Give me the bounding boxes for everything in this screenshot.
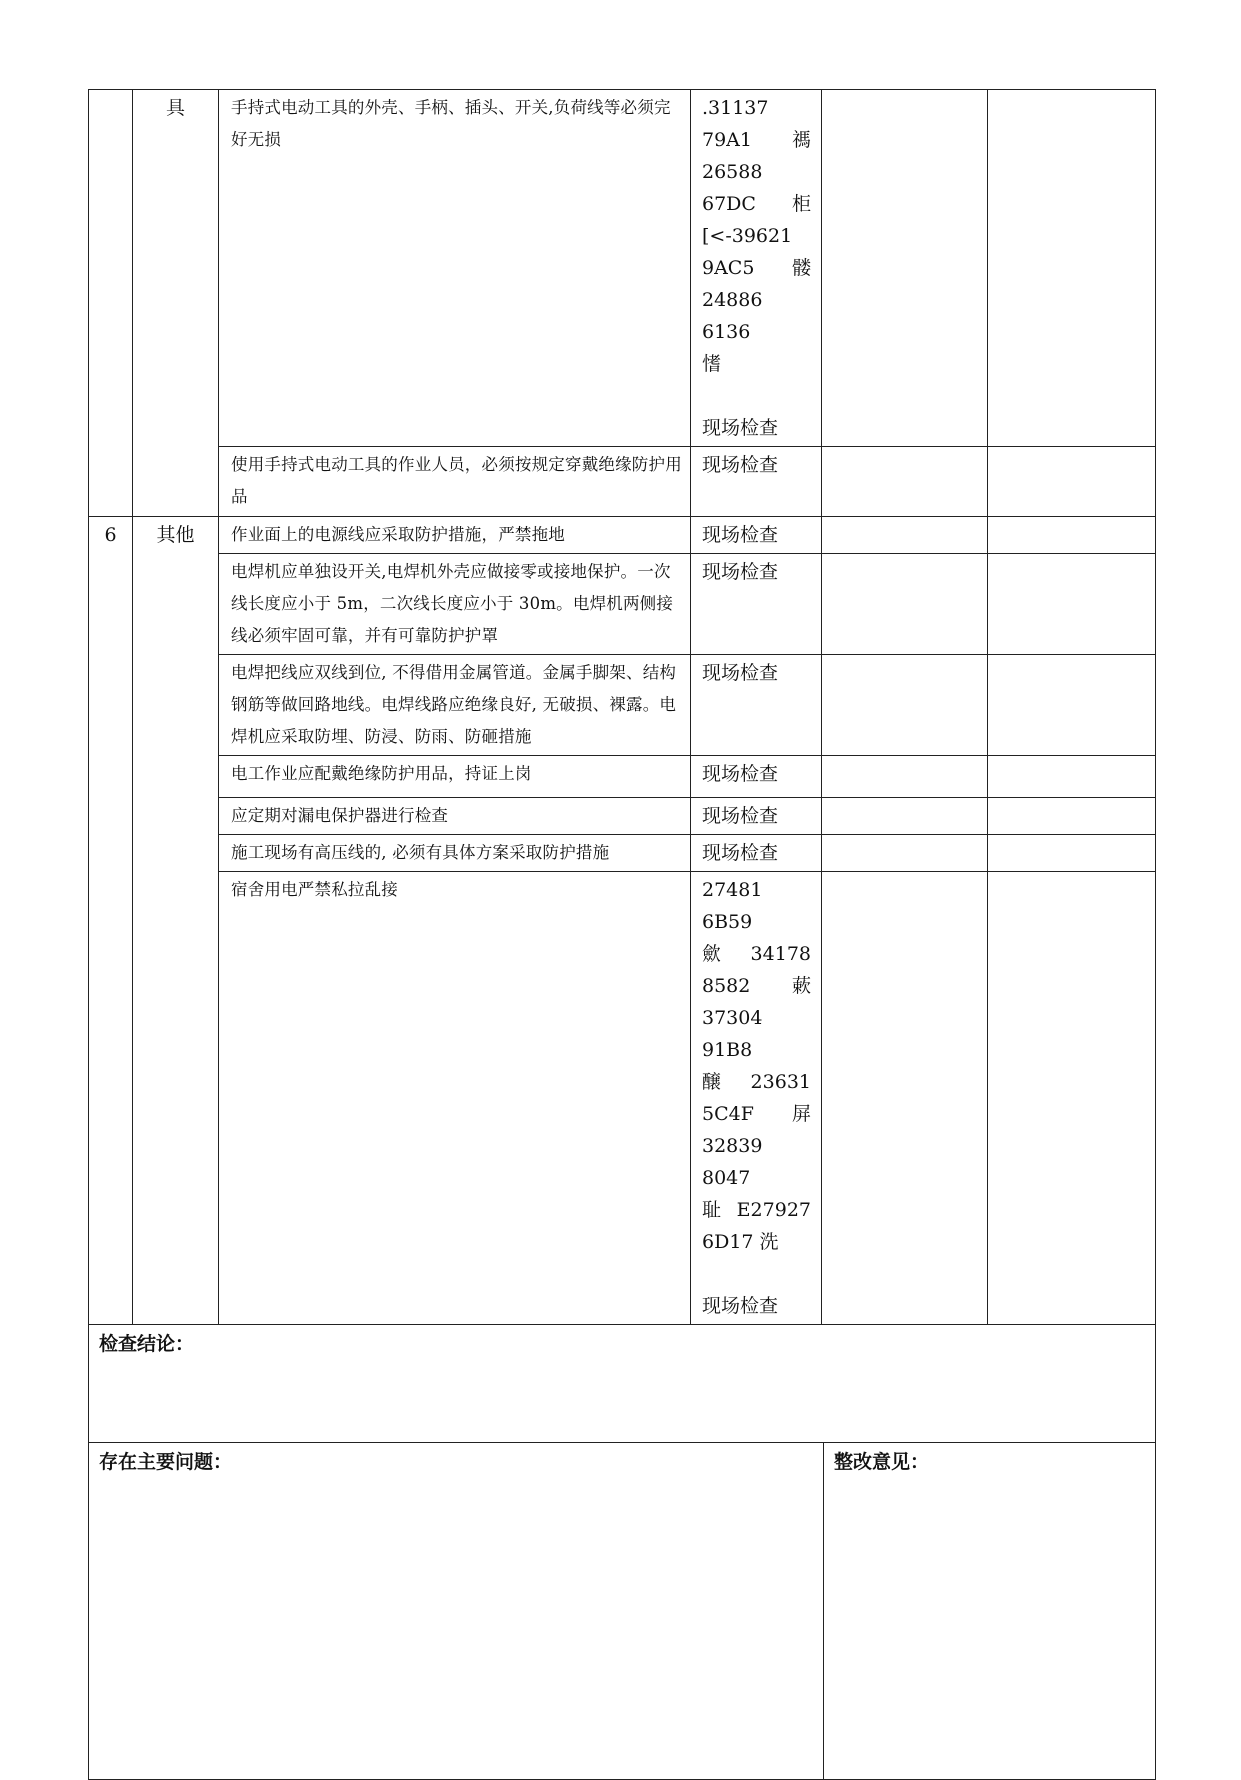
method-code: 耻 E27927 — [702, 1199, 811, 1221]
table-row — [89, 554, 1156, 655]
method-code: 37304 91B8 — [702, 1007, 763, 1061]
result-cell — [822, 517, 988, 554]
method-code: 24886 6136 — [702, 289, 763, 343]
method-label: 现场检查 — [702, 417, 779, 439]
table-row — [89, 655, 1156, 756]
requirement-text: 手持式电动工具的外壳、手柄、插头、开关,负荷线等必须完好无损 — [219, 90, 691, 447]
requirement-text: 电焊机应单独设开关,电焊机外壳应做接零或接地保护。一次线长度应小于 5m，二次线长度应小于 30m。电焊机两侧接线必须牢固可靠，并有可靠防护护罩 — [219, 554, 691, 655]
table-row — [89, 872, 1156, 1325]
method-code: 醸 23631 — [702, 1071, 811, 1093]
method-code: 愭 — [702, 353, 722, 375]
result-cell — [822, 554, 988, 655]
method-code: [<-39621 — [702, 225, 793, 247]
requirement-text: 应定期对漏电保护器进行检查 — [219, 798, 691, 835]
method-code: 27481 6B59 — [702, 879, 763, 933]
method-code-list — [702, 92, 811, 380]
inspection-method — [691, 872, 822, 1325]
result-cell — [822, 756, 988, 798]
inspection-method: 现场检查 — [691, 554, 822, 655]
rectification-cell[interactable] — [824, 1442, 1156, 1779]
inspection-method: 现场检查 — [691, 756, 822, 798]
table-row — [89, 798, 1156, 835]
table-row — [89, 835, 1156, 872]
item-category: 其他 — [133, 517, 219, 1325]
method-code: 26588 — [702, 161, 763, 183]
result-cell — [822, 90, 988, 447]
note-cell — [988, 798, 1156, 835]
requirement-text: 作业面上的电源线应采取防护措施，严禁拖地 — [219, 517, 691, 554]
result-cell — [822, 447, 988, 517]
inspection-sheet — [88, 89, 1155, 1780]
inspection-method: 现场检查 — [691, 798, 822, 835]
method-label: 现场检查 — [702, 1295, 779, 1317]
conclusion-cell[interactable] — [89, 1324, 1156, 1442]
note-cell — [988, 756, 1156, 798]
requirement-text: 使用手持式电动工具的作业人员，必须按规定穿戴绝缘防护用品 — [219, 447, 691, 517]
method-code-list — [702, 874, 811, 1258]
table-row — [89, 517, 1156, 554]
inspection-method: 现场检查 — [691, 447, 822, 517]
requirement-text: 电工作业应配戴绝缘防护用品，持证上岗 — [219, 756, 691, 798]
method-code: 79A1 禡 — [702, 129, 811, 151]
note-cell — [988, 554, 1156, 655]
method-code: 8582 蔌 — [702, 975, 811, 997]
rectification-label: 整改意见： — [834, 1450, 930, 1473]
method-code: 67DC 柜 — [702, 193, 811, 215]
inspection-method: 现场检查 — [691, 835, 822, 872]
result-cell — [822, 872, 988, 1325]
note-cell — [988, 655, 1156, 756]
method-code: 9AC5 髅 — [702, 257, 811, 279]
method-code: 5C4F 屏 — [702, 1103, 811, 1125]
note-cell — [988, 447, 1156, 517]
summary-table — [88, 1324, 1156, 1780]
requirement-text: 施工现场有高压线的, 必须有具体方案采取防护措施 — [219, 835, 691, 872]
spacer — [702, 380, 811, 412]
issues-row — [89, 1442, 1156, 1779]
note-cell — [988, 517, 1156, 554]
spacer — [702, 1258, 811, 1290]
item-category: 具 — [133, 90, 219, 517]
method-code: 歛 34178 — [702, 943, 811, 965]
row-number — [89, 90, 133, 517]
inspection-method: 现场检查 — [691, 655, 822, 756]
inspection-method: 现场检查 — [691, 517, 822, 554]
conclusion-label: 检查结论： — [99, 1332, 195, 1355]
row-number: 6 — [89, 517, 133, 1325]
method-code: .31137 — [702, 97, 769, 119]
result-cell — [822, 655, 988, 756]
note-cell — [988, 872, 1156, 1325]
conclusion-row — [89, 1324, 1156, 1442]
inspection-method — [691, 90, 822, 447]
issues-label: 存在主要问题： — [99, 1450, 233, 1473]
method-code: 32839 8047 — [702, 1135, 763, 1189]
requirement-text: 电焊把线应双线到位, 不得借用金属管道。金属手脚架、结构钢筋等做回路地线。电焊线路应绝缘良好, 无破损、裸露。电焊机应采取防埋、防浸、防雨、防砸措施 — [219, 655, 691, 756]
result-cell — [822, 835, 988, 872]
result-cell — [822, 798, 988, 835]
requirement-text: 宿舍用电严禁私拉乱接 — [219, 872, 691, 1325]
table-row — [89, 756, 1156, 798]
issues-cell[interactable] — [89, 1442, 824, 1779]
table-row — [89, 447, 1156, 517]
inspection-table — [88, 89, 1156, 1325]
note-cell — [988, 835, 1156, 872]
table-row — [89, 90, 1156, 447]
note-cell — [988, 90, 1156, 447]
method-code: 6D17 洗 — [702, 1231, 779, 1253]
